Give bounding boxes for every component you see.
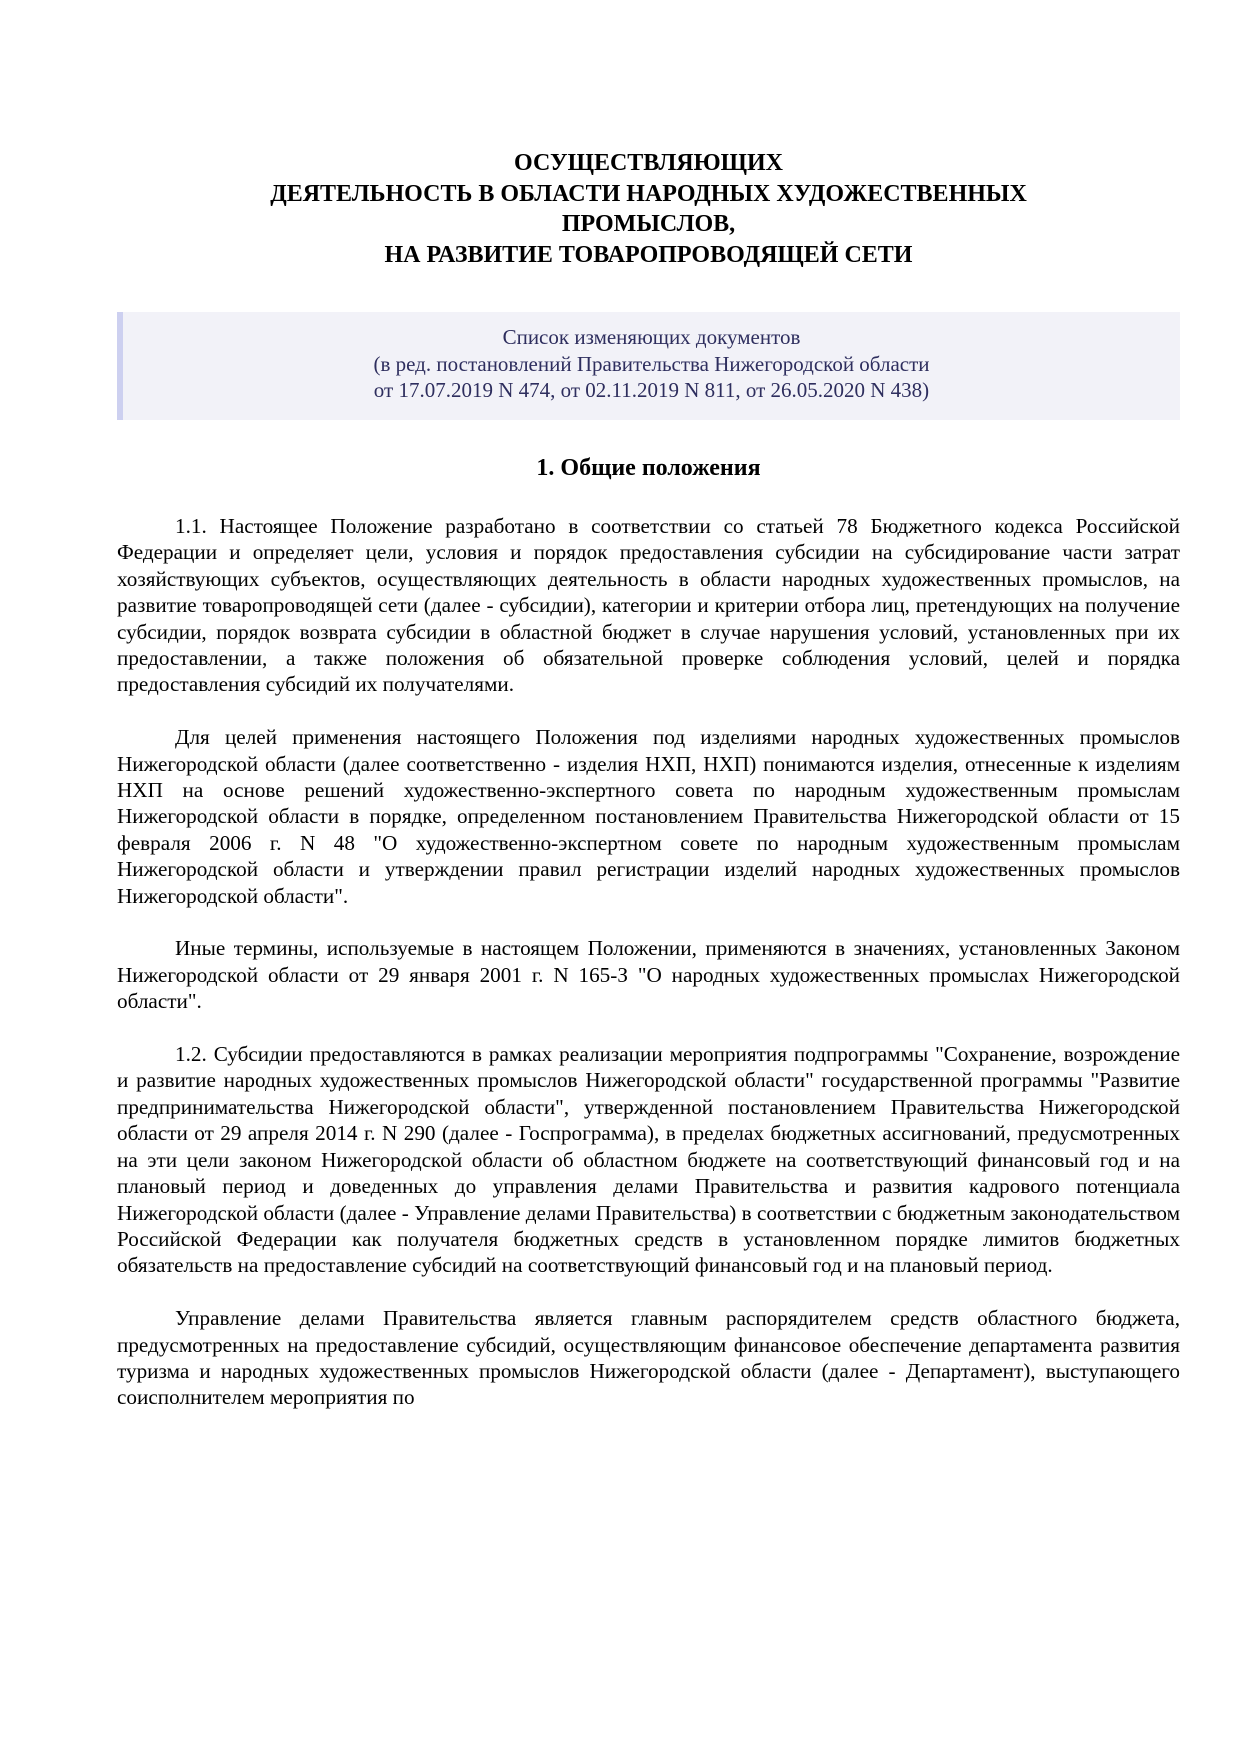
amending-documents-line: от 17.07.2019 N 474, от 02.11.2019 N 811, от 26.05.2020 N 438) — [373, 378, 930, 402]
paragraph-administration: Управление делами Правительства является главным распорядителем средств областного бюджета, предусмотренных на предоставление субсидий, осуществляющим финансовое обеспечение департамента развития туризма и народных художественных промыслов Нижегородской области (далее - Департамент), выступающего соисполнителем мероприятия по — [117, 1306, 1180, 1410]
title-line: ПРОМЫСЛОВ, — [561, 211, 736, 237]
paragraph-terms: Иные термины, используемые в настоящем Положении, применяются в значениях, установленных Законом Нижегородской области от 29 января 2001 г. N 165-З "О народных художественных промыслах Нижегородской области". — [117, 936, 1180, 1014]
paragraph-1-1: 1.1. Настоящее Положение разработано в соответствии со статьей 78 Бюджетного кодекса Российской Федерации и определяет цели, условия и порядок предоставления субсидии на субсидирование части затрат хозяйствующих субъектов, осуществляющих деятельность в области народных художественных промыслов, на развитие товаропроводящей сети (далее - субсидии), категории и критерии отбора лиц, претендующих на получение субсидии, порядок возврата субсидии в областной бюджет в случае нарушения условий, установленных при их предоставлении, а также положения об обязательной проверке соблюдения условий, целей и порядка предоставления субсидий их получателями. — [117, 514, 1180, 697]
amending-documents-heading: Список изменяющих документов — [502, 325, 801, 349]
title-line: ОСУЩЕСТВЛЯЮЩИХ — [514, 150, 783, 176]
paragraph-1-2: 1.2. Субсидии предоставляются в рамках реализации мероприятия подпрограммы "Сохранение, возрождение и развитие народных художественных промыслов Нижегородской области" государственной программы "Развитие предпринимательства Нижегородской области", утвержденной постановлением Правительства Нижегородской области от 29 апреля 2014 г. N 290 (далее - Госпрограмма), в пределах бюджетных ассигнований, предусмотренных на эти цели законом Нижегородской области об областном бюджете на соответствующий финансовый год и на плановый период и доведенных до управления делами Правительства и развития кадрового потенциала Нижегородской области (далее - Управление делами Правительства) в соответствии с бюджетным законодательством Российской Федерации как получателя бюджетных средств в установленном порядке лимитов бюджетных обязательств на предоставление субсидий на соответствующий финансовый год и на плановый период. — [117, 1042, 1180, 1278]
amending-documents-line: (в ред. постановлений Правительства Нижегородской области — [373, 351, 930, 376]
paragraph-definitions: Для целей применения настоящего Положения под изделиями народных художественных промыслов Нижегородской области (далее соответственно - изделия НХП, НХП) понимаются изделия, отнесенные к изделиям НХП на основе решений художественно-экспертного совета по народным художественным промыслам Нижегородской области в порядке, определенном постановлением Правительства Нижегородской области от 15 февраля 2006 г. N 48 "О художественно-экспертном совете по народным художественным промыслам Нижегородской области и утверждении правил регистрации изделий народных художественных промыслов Нижегородской области". — [117, 725, 1180, 908]
section-body — [117, 513, 1180, 1437]
document-title — [117, 148, 1180, 270]
amending-documents-box — [117, 312, 1180, 420]
title-line: ДЕЯТЕЛЬНОСТЬ В ОБЛАСТИ НАРОДНЫХ ХУДОЖЕСТВЕННЫХ — [270, 180, 1027, 207]
section-heading: 1. Общие положения — [536, 455, 761, 481]
title-line: НА РАЗВИТИЕ ТОВАРОПРОВОДЯЩЕЙ СЕТИ — [384, 241, 913, 268]
